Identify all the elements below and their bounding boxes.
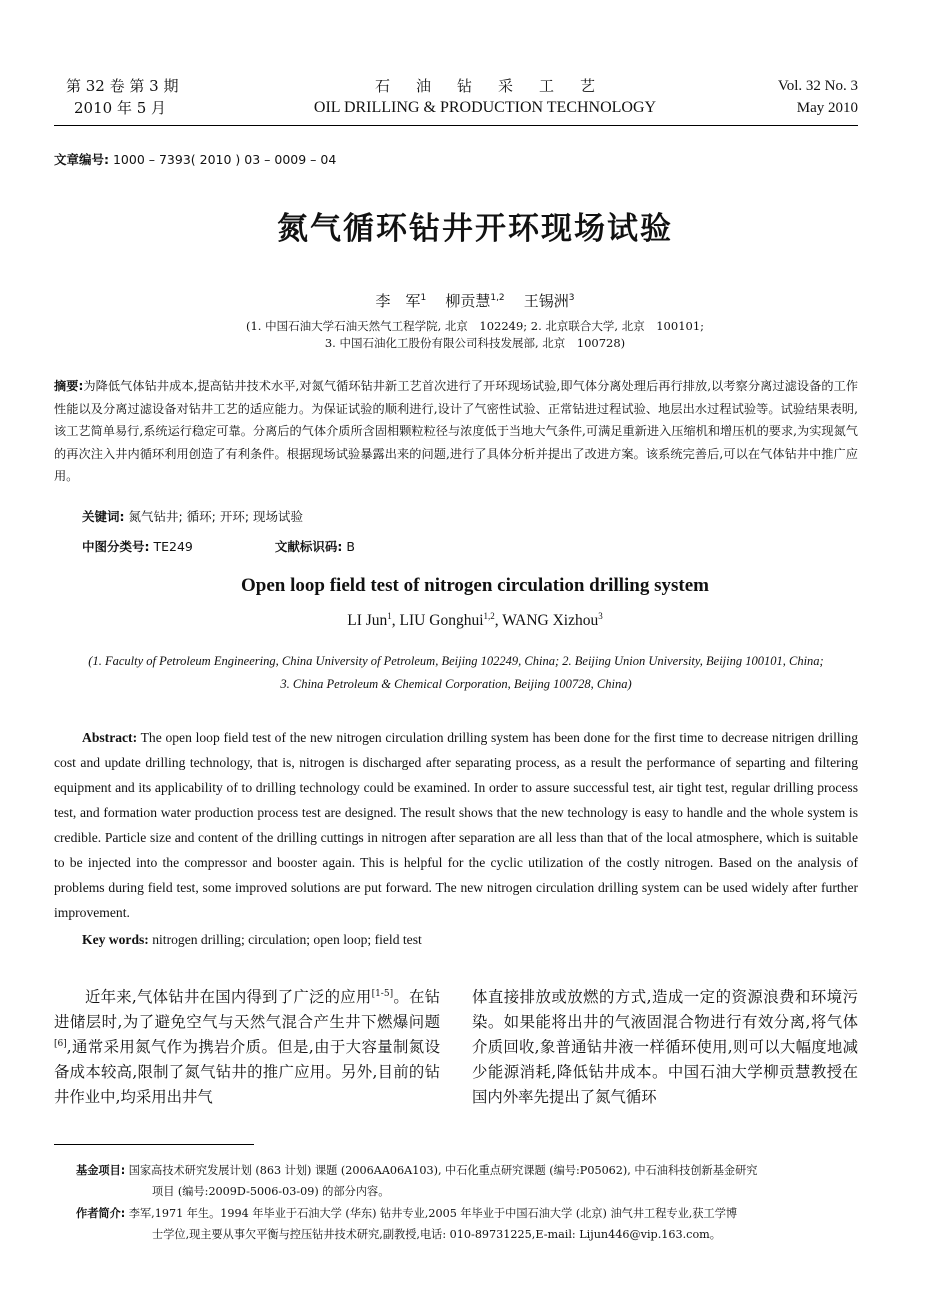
affiliations-cn bbox=[0, 318, 950, 352]
article-number bbox=[54, 150, 336, 168]
volume-issue-en: Vol. 32 No. 3 bbox=[777, 78, 858, 94]
body-text: 近年来,气体钻井在国内得到了广泛的应用 bbox=[85, 988, 372, 1006]
journal-name-en: OIL DRILLING & PRODUCTION TECHNOLOGY bbox=[313, 99, 657, 116]
affiliation-line: (1. 中国石油大学石油天然气工程学院, 北京 102249; 2. 北京联合大学, 北京 100101; bbox=[245, 319, 705, 333]
affiliation-line-en: 3. China Petroleum & Chemical Corporation, Beijing 100728, China) bbox=[280, 677, 632, 691]
keywords-cn-label: 关键词: bbox=[82, 509, 125, 524]
keywords-en-text: nitrogen drilling; circulation; open loop; field test bbox=[148, 932, 422, 947]
paper-title-cn: 氮气循环钻井开环现场试验 bbox=[277, 211, 673, 247]
abstract-cn-label: 摘要: bbox=[54, 379, 84, 393]
abstract-en-label: Abstract: bbox=[82, 730, 138, 745]
author-name-en: LI Jun bbox=[347, 612, 388, 629]
doc-code-label: 文献标识码: bbox=[274, 539, 343, 554]
clc-value: TE249 bbox=[149, 539, 193, 554]
body-column-left bbox=[54, 985, 440, 1110]
affiliation-line-en: (1. Faculty of Petroleum Engineering, China University of Petroleum, Beijing 102249, China; 2. Beijing Union University, Beijing 100101, China; bbox=[88, 654, 824, 668]
date-cn: 2010 年 5 月 bbox=[74, 99, 167, 117]
body-column-right bbox=[472, 985, 858, 1110]
author-affil-mark: 3 bbox=[568, 293, 575, 303]
author-name: 柳贡慧 bbox=[445, 292, 491, 310]
doc-code-value: B bbox=[342, 539, 355, 554]
volume-issue-cn: 第 32 卷 第 3 期 bbox=[66, 77, 179, 95]
author-affil-mark: 1,2 bbox=[490, 293, 505, 303]
author-affil-mark: 1 bbox=[420, 293, 427, 303]
author-affil-mark: 1 bbox=[387, 610, 392, 621]
affiliations-en bbox=[54, 650, 858, 696]
clc-label: 中图分类号: bbox=[82, 539, 150, 554]
author-bio-footnote bbox=[76, 1203, 858, 1245]
classification bbox=[82, 537, 355, 555]
body-text: 体直接排放或放燃的方式,造成一定的资源浪费和环境污染。如果能将出井的气液固混合物进行有效分离,将气体介质回收,象普通钻井液一样循环使用,则可以大幅度地减少能源消耗,降低钻井成本。中国石油大学柳贡慧教授在国内外率先提出了氮气循环 bbox=[472, 988, 858, 1106]
journal-name bbox=[300, 75, 670, 119]
author-name: 王锡洲 bbox=[523, 292, 569, 310]
citation: [6] bbox=[54, 1038, 67, 1049]
journal-issue-en bbox=[778, 75, 858, 119]
funding-text: 国家高技术研究发展计划 (863 计划) 课题 (2006AA06A103), 中石化重点研究课题 (编号:P05062), 中石油科技创新基金研究 bbox=[125, 1164, 758, 1177]
journal-name-cn: 石油钻采工艺 bbox=[374, 77, 621, 95]
author-name-en: WANG Xizhou bbox=[502, 612, 599, 629]
affiliation-line: 3. 中国石油化工股份有限公司科技发展部, 北京 100728) bbox=[324, 336, 626, 350]
body-text: ,通常采用氮气作为携岩介质。但是,由于大容量制氮设备成本较高,限制了氮气钻井的推广应用。另外,目前的钻井作业中,均采用出井气 bbox=[54, 1038, 440, 1106]
author-bio-text: 李军,1971 年生。1994 年毕业于石油大学 (华东) 钻井专业,2005 年毕业于中国石油大学 (北京) 油气井工程专业,获工学博 bbox=[125, 1207, 738, 1220]
header-divider bbox=[54, 125, 858, 126]
date-en: May 2010 bbox=[796, 100, 858, 116]
article-number-value: 1000 – 7393( 2010 ) 03 – 0009 – 04 bbox=[109, 152, 337, 167]
article-number-label: 文章编号: bbox=[54, 152, 109, 167]
body-text: 。在钻进储层时,为了避免空气与天然气混合产生井下燃爆问题 bbox=[54, 988, 440, 1031]
author-affil-mark: 3 bbox=[598, 610, 603, 621]
paper-title-en: Open loop field test of nitrogen circulation drilling system bbox=[241, 575, 709, 596]
authors-en: LI Jun$^1$, LIU Gonghui$^{1,2}$, WANG Xizhou$^3$ bbox=[347, 610, 603, 629]
author-name-en: LIU Gonghui bbox=[399, 612, 484, 629]
keywords-cn-text: 氮气钻井; 循环; 开环; 现场试验 bbox=[124, 509, 304, 524]
abstract-en-text: The open loop field test of the new nitrogen circulation drilling system has been done for the first time to decrease nitrigen drilling cost and update drilling technology, that is, nitrogen is discharged after separating process, as a result the performance of separting and filtering equipment and its applicability of to drilling technology could be examined. In order to assure successful test, air tight test, regular drilling process test, and formation water production process test are designed. The result shows that the new technology is easy to handle and the whole system is credible. Particle size and content of the drilling cuttings in nitrogen after separation are all less than that of the local atmosphere, which is suitable to be injected into the compressor and booster again. This is helpful for the cyclic utilization of the costly nitrogen. Based on the analysis of problems during field test, some improved solutions are put forward. The new nitrogen circulation drilling system can be used widely after further improvement. bbox=[54, 730, 858, 920]
author-affil-mark: 1,2 bbox=[483, 610, 495, 621]
keywords-cn bbox=[82, 507, 303, 525]
funding-text-cont: 项目 (编号:2009D-5006-03-09) 的部分内容。 bbox=[152, 1185, 390, 1198]
author-bio-text-cont: 士学位,现主要从事欠平衡与控压钻井技术研究,副教授,电话: 010-89731225,E-mail: Lijun446@vip.163.com。 bbox=[152, 1228, 721, 1241]
journal-issue-cn bbox=[66, 75, 178, 119]
abstract-cn bbox=[54, 375, 858, 488]
abstract-cn-text: 为降低气体钻井成本,提高钻井技术水平,对氮气循环钻井新工艺首次进行了开环现场试验,即气体分离处理后再行排放,以考察分离过滤设备的工作性能以及分离过滤设备对钻井工艺的适应能力。为保证试验的顺利进行,设计了气密性试验、正常钻进过程试验、地层出水过程试验等。试验结果表明,该工艺简单易行,系统运行稳定可靠。分离后的气体介质所含固相颗粒粒径与浓度低于当地大气条件,可满足重新进入压缩机和增压机的要求,为实现氮气的再次注入井内循环利用创造了有利条件。根据现场试验暴露出来的问题,进行了具体分析并提出了改进方案。该系统完善后,可以在气体钻井中推广应用。 bbox=[54, 379, 858, 483]
footnote-divider bbox=[54, 1144, 254, 1145]
abstract-en bbox=[54, 725, 858, 925]
keywords-en bbox=[82, 932, 422, 948]
author-bio-label: 作者简介: bbox=[76, 1207, 126, 1220]
funding-label: 基金项目: bbox=[76, 1164, 126, 1177]
author-name: 李 军 bbox=[375, 292, 421, 310]
keywords-en-label: Key words: bbox=[82, 932, 149, 947]
funding-footnote bbox=[76, 1160, 858, 1202]
authors-cn bbox=[0, 290, 950, 311]
citation: [1-5] bbox=[371, 988, 394, 999]
